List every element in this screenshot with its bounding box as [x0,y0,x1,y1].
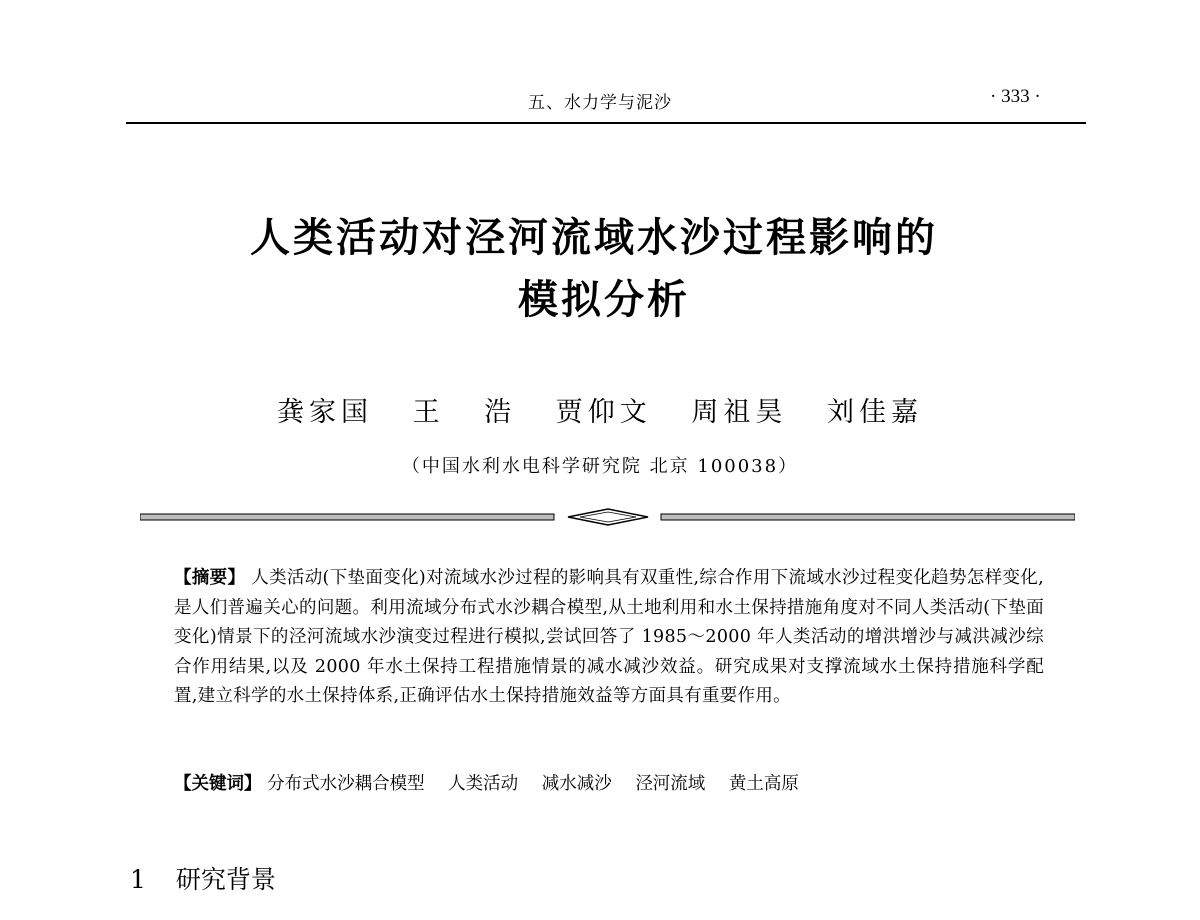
section-title: 五、水力学与泥沙 [528,93,672,113]
author-list: 龚家国 王 浩 贾仰文 周祖昊 刘佳嘉 [277,397,923,428]
keyword: 减水减沙 [541,774,612,794]
page-number: · 333 · [990,86,1041,107]
abstract-label: 【摘要】 [174,568,246,588]
keywords-label: 【关键词】 [174,774,262,794]
keywords [174,770,1044,799]
keyword: 人类活动 [448,774,519,794]
section-title-text: 研究背景 [175,865,276,894]
keyword: 黄土高原 [728,774,799,794]
keyword: 泾河流域 [635,774,706,794]
paper-title-line-2: 模拟分析 [518,277,690,323]
section-number: 1 [130,865,146,894]
abstract [174,564,1044,712]
abstract-text: 人类活动(下垫面变化)对流域水沙过程的影响具有双重性,综合作用下流域水沙过程变化趋势怎样变化,是人们普遍关心的问题。利用流域分布式水沙耦合模型,从土地利用和水土保持措施角度对不同人类活动(下垫面变化)情景下的泾河流域水沙演变过程进行模拟,尝试回答了 1985～2000 年人类活动的增洪增沙与减洪减沙综合作用结果,以及 2000 年水土保持工程措施情景的减水减沙效益。研究成果对支撑流域水土保持措施科学配置,建立科学的水土保持体系,正确评估水土保持措施效益等方面具有重要作用。 [174,568,1044,706]
section-heading [130,860,276,896]
running-head [0,84,1200,114]
ornament-divider [140,505,1075,529]
keyword: 分布式水沙耦合模型 [267,774,425,794]
affiliation: （中国水利水电科学研究院 北京 100038） [401,456,799,477]
paper-title-line-1: 人类活动对泾河流域水沙过程影响的 [250,215,938,261]
header-rule [126,122,1086,124]
